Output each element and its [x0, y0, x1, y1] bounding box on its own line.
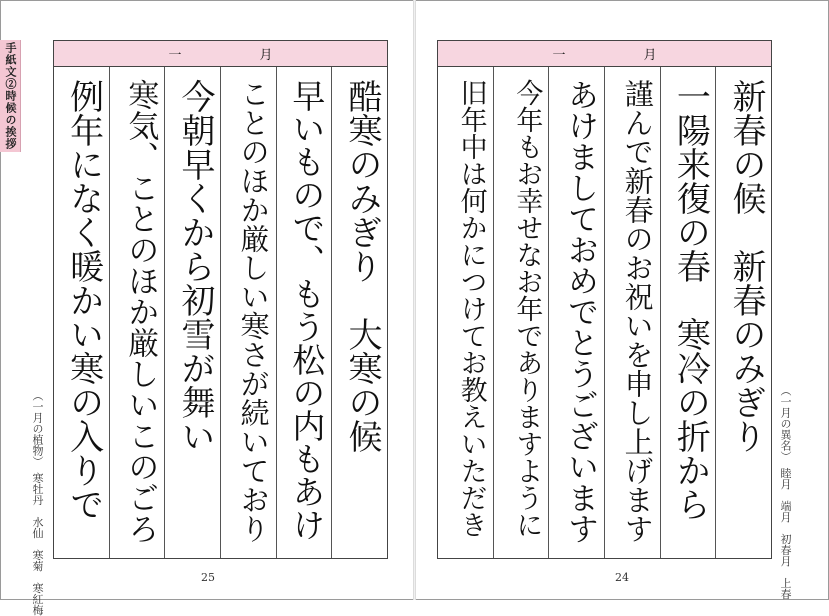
right-column-3-text: 謹んで新春のお祝いを申し上げます [620, 79, 655, 543]
right-column-5-text: 今年もお幸せなお年でありますように [511, 79, 543, 538]
left-page-columns [54, 67, 387, 558]
left-page-header [54, 41, 387, 67]
left-column-4-text: 今朝早くから初雪が舞い [174, 79, 215, 453]
right-column-3 [604, 67, 660, 558]
left-column-3 [220, 67, 276, 558]
left-column-4 [164, 67, 220, 558]
left-page-box [53, 40, 388, 559]
right-header-char-1: 一 [552, 48, 566, 63]
left-column-1-text: 酷寒のみぎり 大寒の候 [342, 79, 382, 453]
right-page-columns [438, 67, 771, 558]
right-column-4 [548, 67, 604, 558]
right-page-number: 24 [615, 571, 629, 584]
left-header-char-1: 一 [168, 48, 182, 63]
right-column-1-text: 新春の候 新春のみぎり [726, 79, 766, 453]
right-column-4-text: あけましておめでとうございます [561, 79, 598, 544]
right-column-6-text: 旧年中は何かにつけてお教えいただき [455, 79, 487, 538]
left-column-5-text: 寒気、ことのほか厳しいこのごろ [122, 79, 159, 544]
left-column-1 [331, 67, 387, 558]
left-page-number: 25 [201, 571, 215, 584]
right-page-header [438, 41, 771, 67]
book-gutter [413, 0, 416, 600]
right-page-box [437, 40, 772, 559]
right-column-2-text: 一陽来復の春 寒冷の折から [670, 79, 711, 521]
right-column-6 [438, 67, 493, 558]
left-side-note: （一月の植物） 寒牡丹 水仙 寒菊 寒紅梅 [31, 390, 44, 616]
left-column-2-text: 早いもので、もう松の内もあけ [287, 79, 327, 541]
right-side-note: （一月の異名） 睦月 端月 初春月 上春 [779, 385, 792, 600]
right-column-1 [715, 67, 771, 558]
left-column-3-text: ことのほか厳しい寒さが続いており [236, 79, 271, 543]
left-column-6-text: 例年になく暖かい寒の入りで [63, 79, 104, 521]
right-column-2 [660, 67, 716, 558]
chapter-side-tab [0, 40, 21, 152]
left-column-2 [276, 67, 332, 558]
chapter-side-tab-label: 手紙文②時候の挨拶 [4, 42, 17, 150]
left-header-char-2: 月 [259, 48, 273, 63]
right-header-char-2: 月 [643, 48, 657, 63]
left-column-6 [54, 67, 109, 558]
left-column-5 [109, 67, 165, 558]
right-column-5 [493, 67, 549, 558]
